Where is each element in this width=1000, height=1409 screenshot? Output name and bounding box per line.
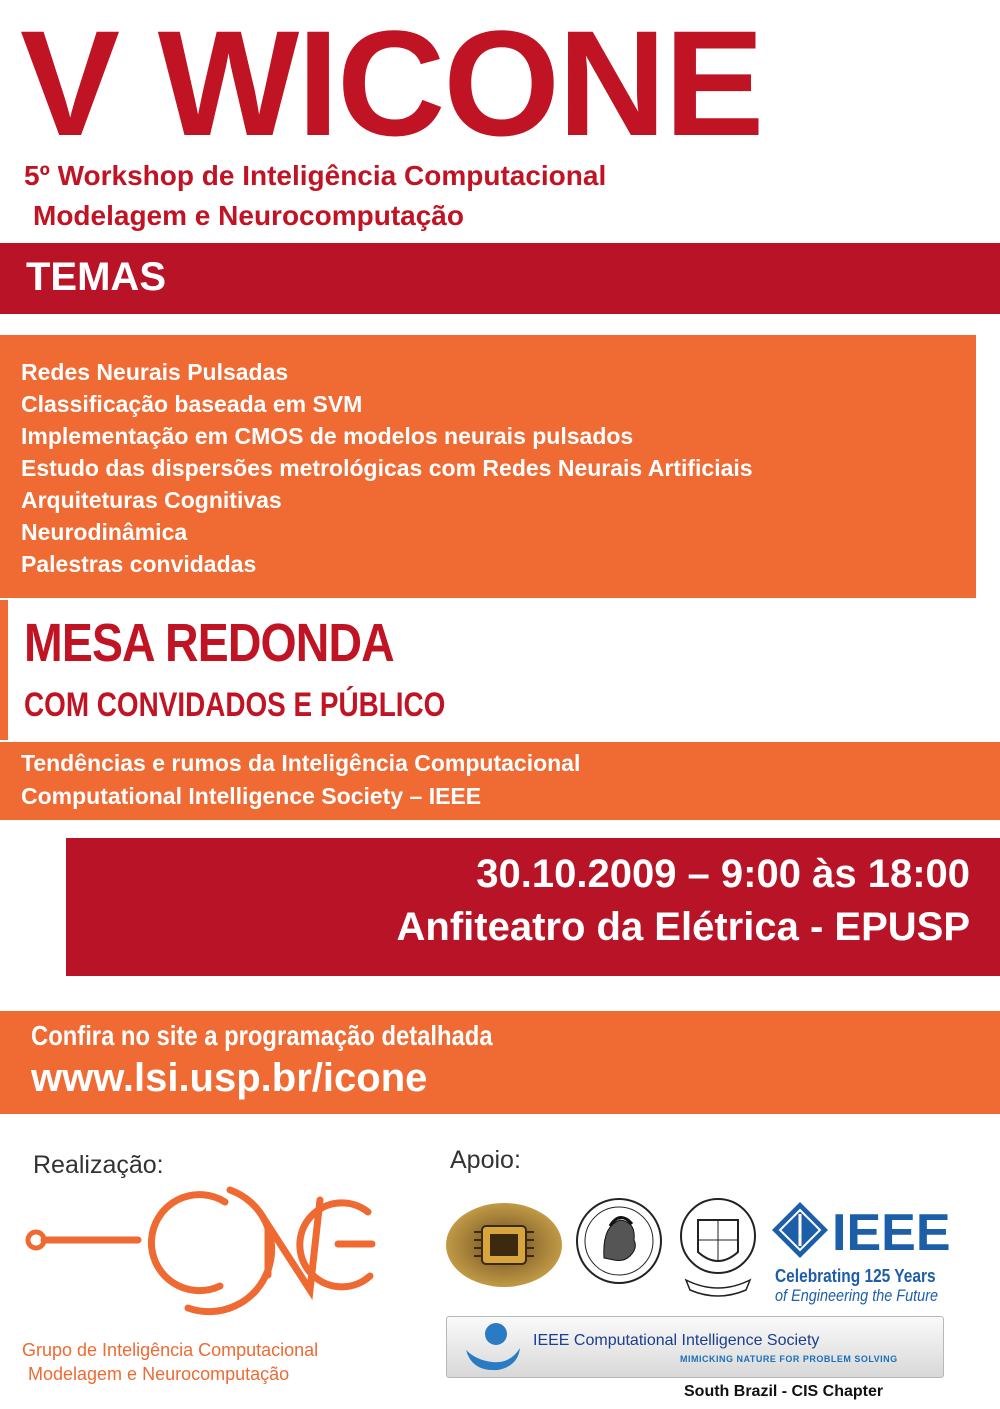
subtitle-line-1: 5º Workshop de Inteligência Computacional [24, 160, 607, 191]
ieee-tagline: of Engineering the Future [775, 1286, 939, 1305]
website-prompt: Confira no site a programação detalhada [31, 1020, 493, 1051]
poster-title: V WICONE [20, 0, 763, 167]
mesa-redonda-heading: MESA REDONDA [24, 613, 394, 673]
topic-item: Redes Neurais Pulsadas [21, 359, 289, 385]
mesa-topic-line-1: Tendências e rumos da Inteligência Computacional [21, 750, 581, 776]
realizacao-label: Realização: [33, 1151, 164, 1179]
lsi-logo [444, 1200, 564, 1290]
ieee-logo [770, 1200, 950, 1260]
ieee-celebrating: Celebrating 125 Years [775, 1266, 936, 1286]
icone-group-line-2: Modelagem e Neurocomputação [28, 1364, 290, 1384]
ieee-wordmark: IEEE [832, 1204, 950, 1260]
topic-item: Palestras convidadas [21, 551, 257, 577]
icone-group-line-1: Grupo de Inteligência Computacional [22, 1340, 319, 1360]
icone-logo [20, 1180, 380, 1330]
event-location: Anfiteatro da Elétrica - EPUSP [396, 905, 970, 949]
cis-chapter: South Brazil - CIS Chapter [684, 1383, 884, 1400]
poli-seal-icon [574, 1196, 664, 1286]
topic-item: Arquiteturas Cognitivas [21, 487, 282, 513]
website-url[interactable]: www.lsi.usp.br/icone [31, 1056, 428, 1100]
topic-item: Implementação em CMOS de modelos neurais pulsados [21, 423, 634, 449]
temas-heading: TEMAS [26, 255, 166, 299]
topic-item: Classificação baseada em SVM [21, 391, 363, 417]
topics-list [21, 356, 753, 580]
usp-seal-icon [678, 1196, 758, 1300]
mesa-accent-bar [0, 600, 8, 740]
cis-swirl-icon [462, 1320, 524, 1374]
topic-item: Neurodinâmica [21, 519, 188, 545]
event-date-time: 30.10.2009 – 9:00 às 18:00 [476, 852, 970, 896]
cis-name: IEEE Computational Intelligence Society [533, 1332, 820, 1349]
topic-item: Estudo das dispersões metrológicas com Redes Neurais Artificiais [21, 455, 753, 481]
subtitle-line-2: Modelagem e Neurocomputação [33, 200, 464, 231]
cis-tagline: MIMICKING NATURE FOR PROBLEM SOLVING [680, 1354, 898, 1364]
apoio-label: Apoio: [450, 1146, 521, 1174]
mesa-topic-line-2: Computational Intelligence Society – IEEE [21, 783, 482, 809]
mesa-redonda-subheading: COM CONVIDADOS E PÚBLICO [24, 686, 446, 724]
